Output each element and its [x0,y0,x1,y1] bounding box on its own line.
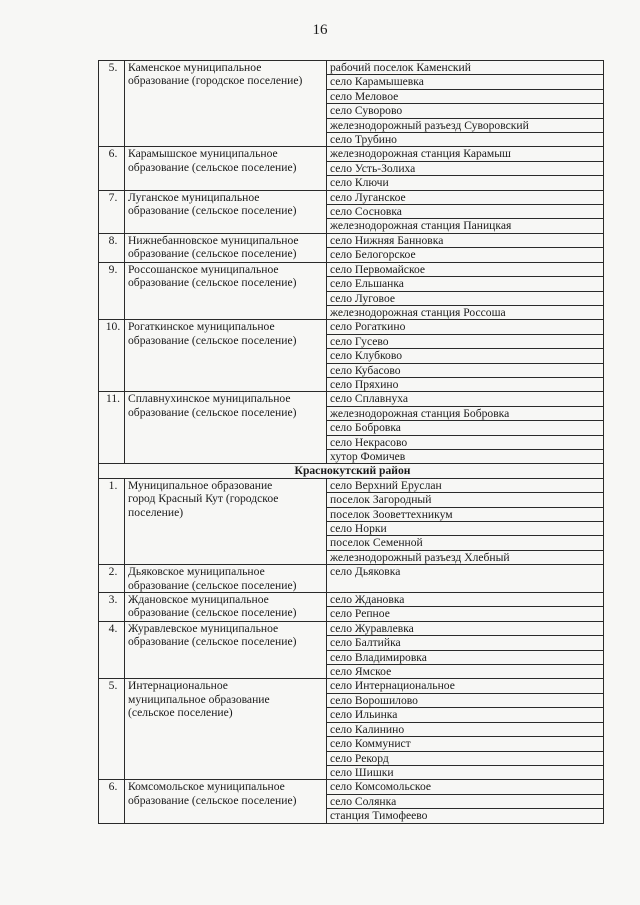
settlement-name: хутор Фомичев [327,449,604,463]
municipality-name-line: (сельское поселение) [128,706,233,720]
settlement-name: железнодорожная станция Паницкая [327,219,604,233]
settlement-name: село Луговое [327,291,604,305]
settlement-name: поселок Загородный [327,493,604,507]
settlement-name: железнодорожный разъезд Хлебный [327,550,604,564]
entry-number: 1. [99,478,125,564]
table-row [99,780,604,794]
table-row [99,593,604,607]
table-row [99,392,604,406]
municipality-name-line: Муниципальное образование [128,478,273,492]
table-row [99,61,604,75]
entry-number: 7. [99,190,125,233]
table-row [99,233,604,247]
settlement-name: рабочий поселок Каменский [327,61,604,75]
settlement-name: село Балтийка [327,636,604,650]
municipality-name-line: образование (сельское поселение) [128,333,297,347]
municipality-name-line: Каменское муниципальное [128,61,262,74]
settlement-name: село Журавлевка [327,621,604,635]
municipality-name [125,262,327,320]
settlement-name: село Трубино [327,133,604,147]
settlement-name: железнодорожная станция Бобровка [327,406,604,420]
entry-number: 11. [99,392,125,464]
table-row [99,478,604,492]
settlement-name: село Карамышевка [327,75,604,89]
municipality-name-line: муниципальное образование [128,692,270,706]
settlement-name: село Гусево [327,334,604,348]
table-body [99,61,604,824]
settlement-name: село Владимировка [327,650,604,664]
municipality-name-line: образование (сельское поселение) [128,204,297,218]
municipality-name-line: Луганское муниципальное [128,190,260,204]
municipality-name-line: образование (сельское поселение) [128,247,297,261]
settlement-name: село Ключи [327,176,604,190]
municipality-name [125,233,327,262]
municipality-name-line: Карамышское муниципальное [128,147,278,161]
municipality-name-line: образование (сельское поселение) [128,606,297,620]
municipality-name [125,147,327,190]
settlement-name: село Бобровка [327,421,604,435]
municipality-name-line: Интернациональное [128,679,228,693]
entry-number: 8. [99,233,125,262]
settlement-name: село Белогорское [327,248,604,262]
settlement-name: село Верхний Еруслан [327,478,604,492]
municipality-name-line: образование (сельское поселение) [128,160,297,174]
settlement-name: село Ильинка [327,708,604,722]
entry-number: 3. [99,593,125,622]
settlement-name: село Норки [327,522,604,536]
settlement-name: село Ельшанка [327,277,604,291]
table-row [99,621,604,635]
settlement-name: село Ямское [327,665,604,679]
settlement-name: село Нижняя Банновка [327,233,604,247]
municipality-name-line: Дьяковское муниципальное [128,565,265,579]
municipality-name-line: образование (городское поселение) [128,74,303,88]
entry-number: 6. [99,147,125,190]
entry-number: 10. [99,320,125,392]
table-row [99,262,604,276]
municipality-name-line: Ждановское муниципальное [128,593,269,607]
settlement-name: село Интернациональное [327,679,604,693]
municipality-name-line: Журавлевское муниципальное [128,621,279,635]
municipal-settlements-table [98,60,604,824]
municipality-name-line: Нижнебанновское муниципальное [128,233,299,247]
municipality-name-line: образование (сельское поселение) [128,578,297,592]
municipality-name-line: город Красный Кут (городское [128,492,279,506]
municipality-name [125,679,327,780]
municipality-name [125,565,327,593]
municipality-name [125,392,327,464]
municipality-name-line: Рогаткинское муниципальное [128,320,275,334]
settlement-name: село Клубково [327,349,604,363]
municipality-name-line: образование (сельское поселение) [128,793,297,807]
settlement-name: железнодорожная станция Россоша [327,305,604,319]
municipality-name-line: образование (сельское поселение) [128,276,297,290]
settlement-name: село Дьяковка [327,565,604,593]
settlement-name: село Суворово [327,104,604,118]
settlement-name: село Кубасово [327,363,604,377]
settlement-name: село Сплавнуха [327,392,604,406]
entry-number: 4. [99,621,125,679]
district-header-row [99,464,604,478]
settlement-name: село Луганское [327,190,604,204]
settlement-name: железнодорожная станция Карамыш [327,147,604,161]
settlement-name: село Рогаткино [327,320,604,334]
settlement-name: село Меловое [327,89,604,103]
municipality-name-line: образование (сельское поселение) [128,635,297,649]
settlement-name: село Шишки [327,765,604,779]
settlement-name: село Калинино [327,722,604,736]
municipality-name-line: поселение) [128,505,184,519]
table-row [99,320,604,334]
settlement-name: село Сосновка [327,205,604,219]
entry-number: 5. [99,679,125,780]
settlement-name: поселок Зооветтехникум [327,507,604,521]
municipality-name-line: Комсомольское муниципальное [128,780,285,794]
settlement-name: село Ворошилово [327,693,604,707]
settlement-name: станция Тимофеево [327,809,604,823]
municipality-name-line: Сплавнухинское муниципальное [128,392,291,406]
municipality-name-line: Россошанское муниципальное [128,262,279,276]
settlement-name: село Первомайское [327,262,604,276]
settlement-name: село Пряхино [327,377,604,391]
municipality-name [125,190,327,233]
entry-number: 9. [99,262,125,320]
page-number: 16 [312,22,328,38]
municipality-name [125,593,327,622]
settlement-name: село Комсомольское [327,780,604,794]
municipality-name [125,621,327,679]
settlement-name: село Солянка [327,794,604,808]
district-name: Краснокутский район [99,464,604,478]
municipality-name [125,478,327,564]
municipality-name-line: образование (сельское поселение) [128,405,297,419]
settlement-name: село Некрасово [327,435,604,449]
settlement-name: село Коммунист [327,737,604,751]
table-row [99,190,604,204]
settlement-name: железнодорожный разъезд Суворовский [327,118,604,132]
table-row [99,147,604,161]
municipality-name [125,61,327,147]
entry-number: 6. [99,780,125,823]
settlement-name: село Рекорд [327,751,604,765]
entry-number: 5. [99,61,125,147]
entry-number: 2. [99,565,125,593]
settlement-name: село Ждановка [327,593,604,607]
municipality-name [125,780,327,823]
table-row [99,565,604,593]
table-row [99,679,604,693]
settlement-name: поселок Семенной [327,536,604,550]
settlement-name: село Репное [327,607,604,621]
settlement-name: село Усть-Золиха [327,161,604,175]
municipality-name [125,320,327,392]
